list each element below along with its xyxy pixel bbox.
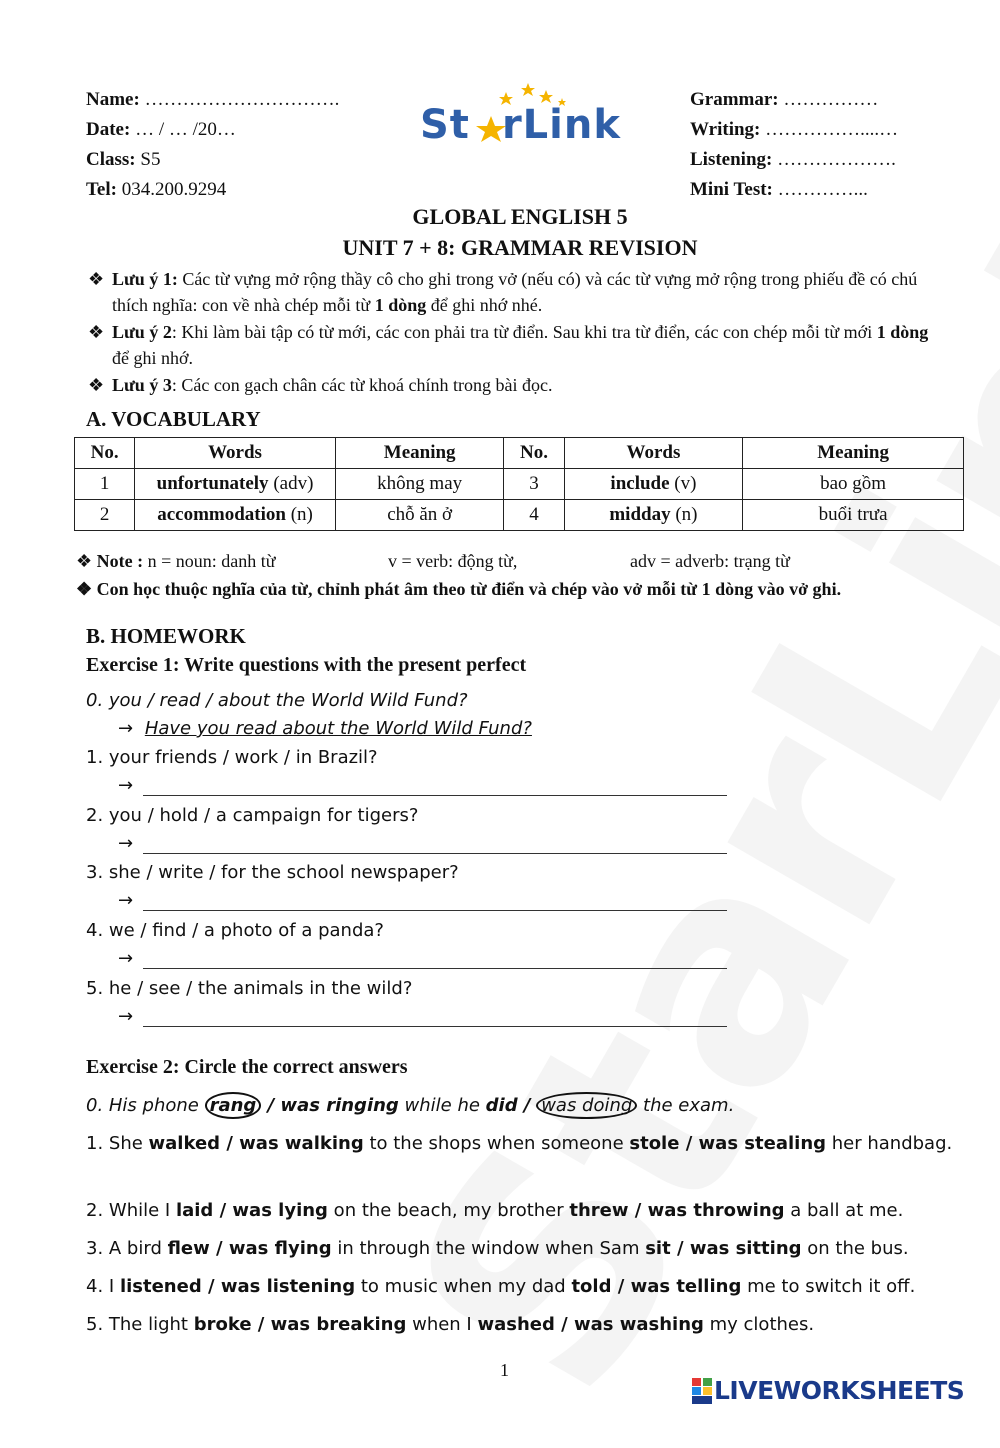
vocab-instruction: ❖ Con học thuộc nghĩa của từ, chỉnh phát âm theo từ điển và chép vào vở mỗi từ 1 dòng vào vở ghi.: [76, 579, 842, 599]
exercise-2-item-5[interactable]: 5. The light broke / was breaking when I washed / was washing my clothes.: [86, 1314, 815, 1335]
exercise-2-item-4[interactable]: 4. I listened / was listening to music when my dad told / was telling me to switch it off.: [86, 1276, 916, 1297]
circled-answer: was doing: [536, 1092, 637, 1119]
note-1: ❖ Lưu ý 1: Các từ vựng mở rộng thầy cô cho ghi trong vở (nếu có) và các từ vựng mở rộng trong phiếu đề có chú thích nghĩa: con về nhà chép mỗi từ 1 dòng để ghi nhớ nhé.: [88, 266, 948, 318]
exercise-2-item-2[interactable]: 2. While I laid / was lying on the beach, my brother threw / was throwing a ball at me.: [86, 1200, 904, 1221]
arrow-icon: →: [118, 890, 134, 911]
grammar-score: Grammar: ……………: [690, 89, 879, 110]
answer-line-4[interactable]: [118, 948, 727, 969]
arrow-icon: →: [118, 718, 134, 739]
tel-row: Tel: 034.200.9294: [86, 179, 227, 200]
circled-answer: rang: [205, 1092, 262, 1119]
homework-heading: B. HOMEWORK: [86, 624, 246, 648]
writing-score: Writing: ……………....…: [690, 119, 899, 140]
answer-line-1[interactable]: [118, 775, 727, 796]
exercise-1-question-4: 4. we / find / a photo of a panda?: [86, 920, 384, 941]
arrow-icon: →: [118, 948, 134, 969]
answer-line-3[interactable]: [118, 890, 727, 911]
logo-text: St rLink: [420, 102, 621, 148]
name-row: Name: ………………………….: [86, 89, 340, 110]
header-left: [86, 85, 339, 205]
arrow-icon: →: [118, 1006, 134, 1027]
vocab-note: ❖ Note : n = noun: danh từ v = verb: động từ, adv = adverb: trạng từ: [76, 551, 790, 571]
exercise-1-question-2: 2. you / hold / a campaign for tigers?: [86, 805, 419, 826]
note-3: ❖ Lưu ý 3: Các con gạch chân các từ khoá chính trong bài đọc.: [88, 372, 948, 398]
exercise-2-title: Exercise 2: Circle the correct answers: [86, 1056, 408, 1078]
page-title: GLOBAL ENGLISH 5: [412, 204, 628, 229]
listening-score: Listening: ……………….: [690, 149, 896, 170]
liveworksheets-logo-icon: [692, 1378, 712, 1404]
minitest-score: Mini Test: …………...: [690, 179, 868, 200]
table-header-row: No. Words Meaning No. Words Meaning: [75, 438, 964, 469]
date-row: Date: … / … /20…: [86, 119, 236, 140]
note-2: ❖ Lưu ý 2: Khi làm bài tập có từ mới, các con phải tra từ điển. Sau khi tra từ điển, các con chép mỗi từ mới 1 dòng để ghi nhớ.: [88, 319, 948, 371]
exercise-1-question-3: 3. she / write / for the school newspaper?: [86, 862, 459, 883]
table-row: 2 accommodation (n) chỗ ăn ở 4 midday (n) buổi trưa: [75, 500, 964, 531]
class-row: Class: S5: [86, 149, 161, 170]
vocabulary-table: [74, 437, 964, 531]
page-subtitle: UNIT 7 + 8: GRAMMAR REVISION: [342, 235, 698, 260]
header-right: [690, 85, 898, 205]
starlink-logo: [420, 80, 630, 150]
answer-line-2[interactable]: [118, 833, 727, 854]
diamond-bullet-icon: ❖: [88, 322, 105, 342]
exercise-2-item-1[interactable]: 1. She walked / was walking to the shops when someone stole / was stealing her handbag.: [86, 1133, 953, 1154]
table-row: 1 unfortunately (adv) không may 3 include (v) bao gồm: [75, 469, 964, 500]
exercise-1-title: Exercise 1: Write questions with the present perfect: [86, 654, 527, 676]
exercise-1-question-1: 1. your friends / work / in Brazil?: [86, 747, 378, 768]
exercise-1-example-question: 0. you / read / about the World Wild Fund?: [86, 690, 468, 711]
diamond-bullet-icon: ❖: [88, 269, 105, 289]
exercise-1-question-5: 5. he / see / the animals in the wild?: [86, 978, 413, 999]
diamond-bullet-icon: ❖: [76, 579, 93, 599]
exercise-1-example-answer: → Have you read about the World Wild Fund?: [118, 718, 532, 739]
exercise-2-example: 0. His phone rang / was ringing while he did / was doing the exam.: [86, 1091, 966, 1120]
page-number: 1: [500, 1360, 509, 1380]
vocabulary-heading: A. VOCABULARY: [86, 407, 261, 431]
exercise-2-item-3[interactable]: 3. A bird flew / was flying in through the window when Sam sit / was sitting on the bus.: [86, 1238, 909, 1259]
diamond-bullet-icon: ❖: [88, 375, 105, 395]
arrow-icon: →: [118, 775, 134, 796]
arrow-icon: →: [118, 833, 134, 854]
answer-line-5[interactable]: [118, 1006, 727, 1027]
diamond-bullet-icon: ❖: [76, 551, 93, 571]
